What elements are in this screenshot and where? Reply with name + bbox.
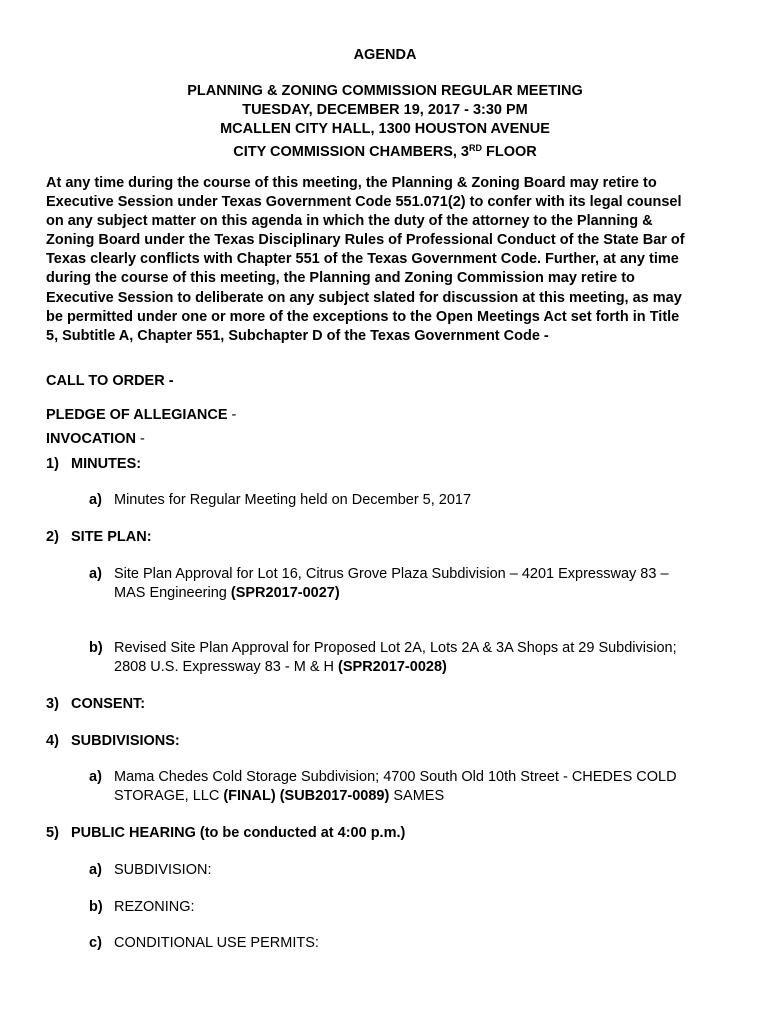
site-plan-item-a-line1: Site Plan Approval for Lot 16, Citrus Grove Plaza Subdivision – 4201 Expressway 83 – [114,566,669,582]
pledge-dash: - [227,407,237,423]
meeting-date: TUESDAY, DECEMBER 19, 2017 - 3:30 PM [242,102,528,118]
site-plan-item-a-letter: a) [89,566,102,582]
room-text: CITY COMMISSION CHAMBERS, 3 [233,144,469,160]
section-public-hearing-number: 5) [46,825,59,841]
section-site-plan-title: SITE PLAN: [71,529,152,545]
notice-line: Zoning Board under the Texas Disciplinary Rules of Professional Conduct of the State Bar of [46,232,685,249]
section-subdivisions-number: 4) [46,733,59,749]
notice-line: At any time during the course of this meeting, the Planning & Zoning Board may retire to [46,175,657,191]
notice-line: Executive Session to deliberate on any subject slated for discussion at this meeting, as may [46,289,682,306]
agenda-heading: AGENDA [353,47,417,63]
site-plan-item-b-address: 2808 U.S. Expressway 83 - M & H [114,659,339,675]
invocation-dash: - [135,431,145,447]
site-plan-item-b-code: (SPR2017-0028) [338,659,447,675]
meeting-title: PLANNING & ZONING COMMISSION REGULAR MEETING [187,83,583,99]
minutes-item-a-text: Minutes for Regular Meeting held on December 5, 2017 [114,492,472,508]
room-ordinal: RD [469,143,482,153]
notice-line: on any subject matter on this agenda in which the duty of the attorney to the Planning & [46,213,653,230]
meeting-location: MCALLEN CITY HALL, 1300 HOUSTON AVENUE [220,121,550,137]
section-minutes-number: 1) [46,456,59,472]
site-plan-item-b-line1: Revised Site Plan Approval for Proposed Lot 2A, Lots 2A & 3A Shops at 29 Subdivision; [114,640,677,656]
site-plan-item-b-line2 [114,658,447,677]
invocation-label: INVOCATION [46,431,136,447]
subdivisions-item-a-code: (FINAL) (SUB2017-0089) [223,788,390,804]
notice-line: 5, Subtitle A, Chapter 551, Subchapter D of the Texas Government Code - [46,327,549,344]
subdivisions-item-a-line1: Mama Chedes Cold Storage Subdivision; 4700 South Old 10th Street - CHEDES COLD [114,769,677,785]
public-hearing-item-a-text: SUBDIVISION: [114,862,212,878]
notice-line: during the course of this meeting, the Planning and Zoning Commission may retire to [46,270,635,287]
notice-line: Texas clearly conflicts with Chapter 551 of the Texas Government Code. Further, at any time [46,251,679,268]
invocation [46,430,145,449]
section-public-hearing-title: PUBLIC HEARING (to be conducted at 4:00 p.m.) [71,825,406,841]
site-plan-item-a-code: (SPR2017-0027) [230,585,340,601]
public-hearing-item-b-letter: b) [89,899,103,915]
site-plan-item-b-letter: b) [89,640,103,656]
notice-line: Executive Session under Texas Government Code 551.071(2) to confer with its legal counsel [46,194,682,211]
subdivisions-item-a-line2 [114,787,444,806]
notice-line: be permitted under one or more of the exceptions to the Open Meetings Act set forth in Title [46,308,680,325]
public-hearing-item-c-letter: c) [89,935,102,951]
meeting-room [0,139,770,162]
public-hearing-item-b-text: REZONING: [114,899,195,915]
subdivisions-item-a-letter: a) [89,769,102,785]
public-hearing-item-c-text: CONDITIONAL USE PERMITS: [114,935,319,951]
site-plan-item-a-applicant: MAS Engineering [114,585,231,601]
section-site-plan-number: 2) [46,529,59,545]
section-consent-title: CONSENT: [71,696,146,712]
section-consent-number: 3) [46,696,59,712]
subdivisions-item-a-suffix: SAMES [389,788,445,804]
site-plan-item-a-line2 [114,584,340,603]
call-to-order: CALL TO ORDER - [46,373,174,389]
room-floor: FLOOR [482,144,537,160]
executive-session-notice [46,174,736,346]
pledge-of-allegiance [46,406,236,425]
section-subdivisions-title: SUBDIVISIONS: [71,733,180,749]
pledge-label: PLEDGE OF ALLEGIANCE [46,407,228,423]
subdivisions-item-a-owner: STORAGE, LLC [114,788,224,804]
section-minutes-title: MINUTES: [71,456,142,472]
minutes-item-a-letter: a) [89,492,102,508]
public-hearing-item-a-letter: a) [89,862,102,878]
